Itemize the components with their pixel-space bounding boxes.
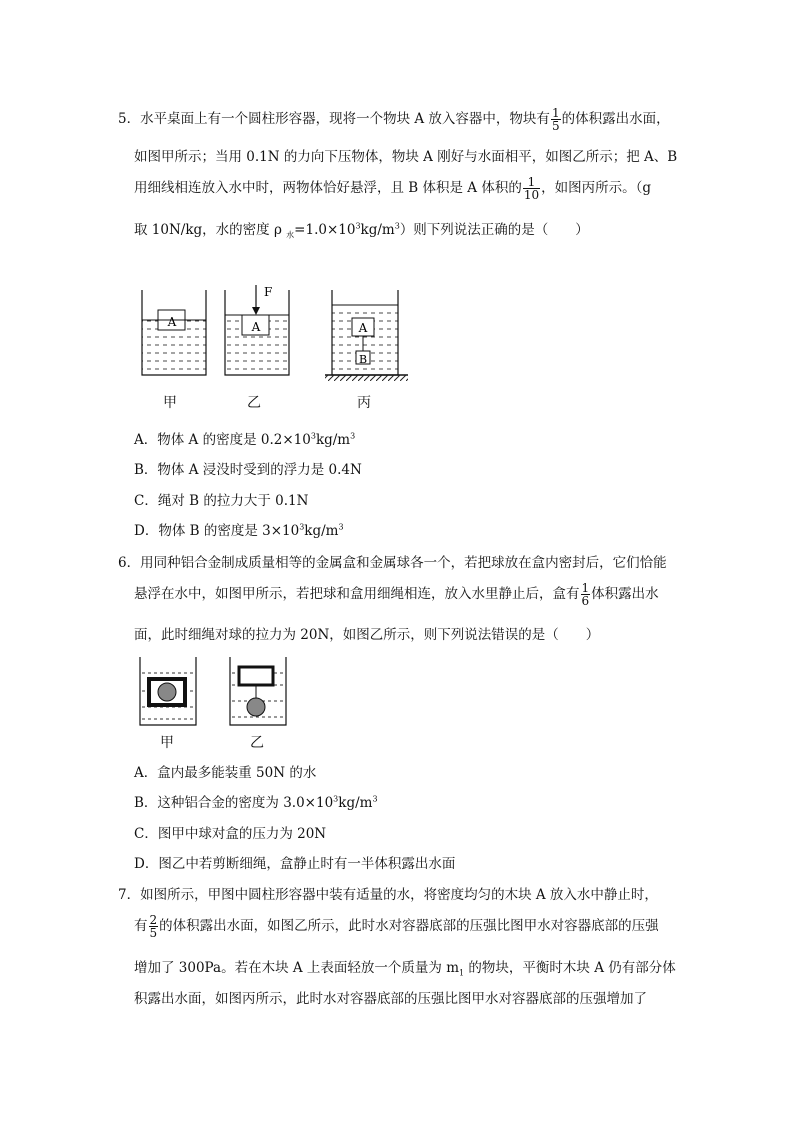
figure-jia: [140, 657, 196, 725]
q5-line-1: 5．水平桌面上有一个圆柱形容器，现将一个物块 A 放入容器中，物块有 $\frac{1}{5}$ 的体积露出水面，: [118, 106, 670, 133]
q6-line-2: 悬浮在水中，如图甲所示，若把球和盒用细绳相连，放入水里静止后，盒有 $\frac{1}{6}$ 体积露出水: [134, 581, 659, 608]
fraction: $\frac{1}{10}$: [523, 175, 540, 202]
q7-line-2: 有 $\frac{2}{5}$ 的体积露出水面，如图乙所示，此时水对容器底部的压强比图甲水对容器底部的压强: [134, 913, 659, 940]
q6-option-c: C．图甲中球对盒的压力为 20N: [134, 826, 327, 842]
svg-text:A: A: [358, 321, 368, 335]
q7-line-4: 积露出水面，如图丙所示，此时水对容器底部的压强比图甲水对容器底部的压强增加了: [134, 991, 647, 1007]
q5-figures: [130, 285, 430, 385]
fig-label-yi: 乙: [247, 395, 261, 411]
figure-yi: [225, 285, 289, 375]
figure-jia: [142, 290, 206, 375]
svg-text:A: A: [251, 320, 261, 334]
fig-label-bing: 丙: [357, 395, 371, 411]
q6-line-3: 面，此时细绳对球的拉力为 20N，如图乙所示，则下列说法错误的是（ ）: [134, 627, 600, 643]
fig-label-yi: 乙: [250, 735, 264, 751]
svg-text:B: B: [358, 353, 368, 366]
fig-label-jia: 甲: [163, 395, 177, 411]
q6-option-b: B．这种铝合金的密度为 $3.0\times 10^3kg/m^3$: [134, 794, 378, 811]
q6-option-a: A．盒内最多能装重 50N 的水: [134, 765, 317, 781]
figure-bing: [325, 290, 408, 381]
q5-option-b: B．物体 A 浸没时受到的浮力是 0.4N: [134, 462, 362, 478]
figure-yi: [230, 657, 286, 725]
q5-option-d: D．物体 B 的密度是 $3\times 10^3kg/m^3$: [134, 522, 344, 539]
q7-line-1: 7．如图所示，甲图中圆柱形容器中装有适量的水，将密度均匀的木块 A 放入水中静止时，: [118, 887, 658, 903]
q5-line-4: 取 10N/kg，水的密度 ρ $_水=1.0\times 10^3kg/m^3$）则下列说法正确的是（ ）: [134, 221, 589, 240]
q5-option-c: C．绳对 B 的拉力大于 0.1N: [134, 493, 309, 509]
force-label: F: [264, 285, 273, 299]
fraction: $\frac{1}{5}$: [551, 106, 560, 133]
q6-line-1: 6．用同种铝合金制成质量相等的金属盒和金属球各一个，若把球放在盒内密封后，它们恰能: [118, 555, 667, 571]
q6-figures: [132, 655, 312, 731]
q5-line-3: 用细线相连放入水中时，两物体恰好悬浮，且 B 体积是 A 体积的 $\frac{1}{10}$ ，如图丙所示。（g: [134, 175, 652, 202]
q7-line-3: 增加了 300Pa。若在木块 A 上表面轻放一个质量为 $m_1$ 的物块，平衡时木块 A 仍有部分体: [134, 960, 676, 978]
q5-line-2: 如图甲所示；当用 0.1N 的力向下压物体，物块 A 刚好与水面相平，如图乙所示；把 A、B: [134, 149, 678, 165]
fig-label-jia: 甲: [160, 735, 174, 751]
q6-option-d: D．图乙中若剪断细绳，盒静止时有一半体积露出水面: [134, 856, 456, 872]
q5-option-a: A．物体 A 的密度是 $0.2\times 10^3kg/m^3$: [134, 431, 356, 448]
fraction: $\frac{2}{5}$: [149, 913, 158, 940]
fraction: $\frac{1}{6}$: [581, 581, 590, 608]
block-a-label: A: [167, 315, 177, 329]
